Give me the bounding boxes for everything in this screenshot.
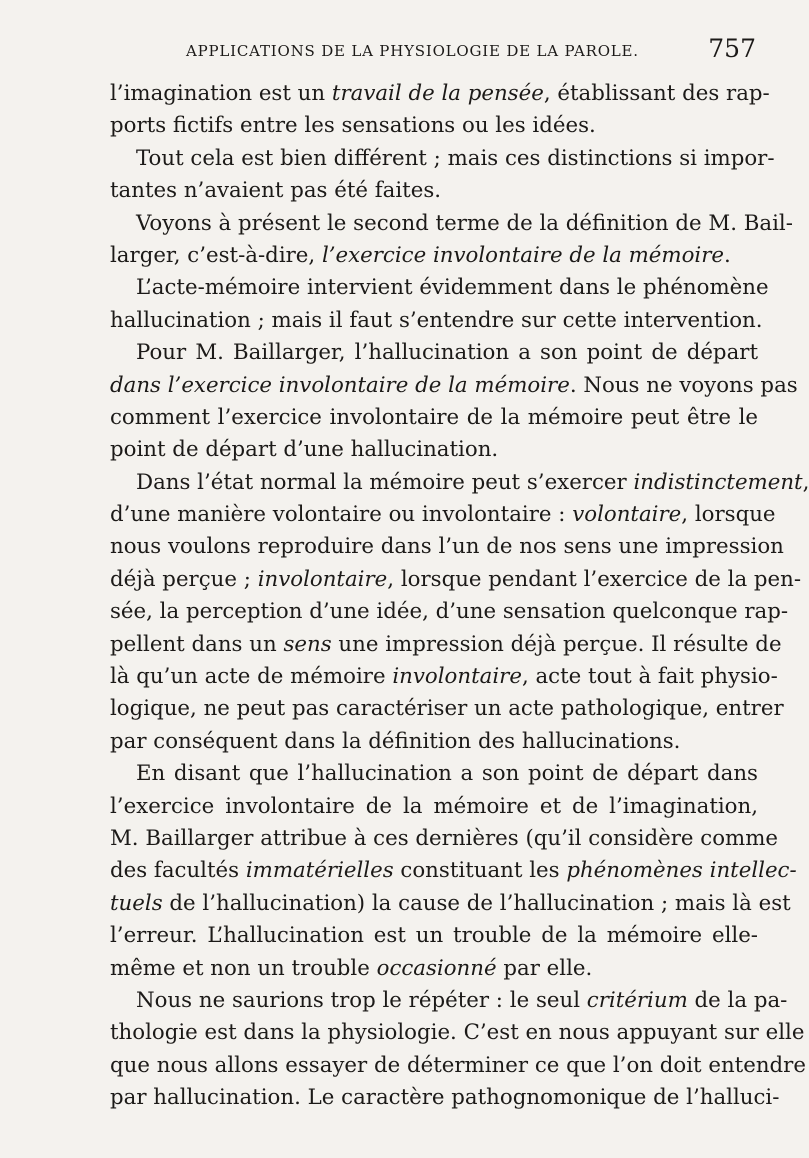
text-line — [110, 1050, 806, 1082]
text-segment: hallucination ; mais il faut s’entendre sur cette intervention. — [110, 307, 763, 333]
text-line — [110, 888, 791, 920]
text-segment: l’erreur. L’hallucination est un trouble de la mémoire elle- — [110, 923, 758, 949]
italic-text: phénomènes intellec- — [566, 858, 797, 884]
text-line — [110, 175, 758, 207]
text-segment: l’imagination est un — [110, 81, 332, 106]
text-segment: , établissant des rap- — [543, 81, 770, 106]
text-segment: que nous allons essayer de déterminer ce que l’on doit entendre — [110, 1052, 806, 1078]
text-segment: des facultés — [110, 858, 246, 884]
italic-text: indistinctement — [633, 469, 803, 495]
text-line — [110, 531, 784, 563]
text-segment: , — [802, 469, 809, 495]
text-line — [110, 629, 782, 661]
text-line — [110, 337, 758, 369]
text-segment: même et non un trouble — [110, 955, 377, 981]
italic-text: volontaire — [572, 502, 682, 528]
text-segment: ports fictifs entre les sensations ou les idées. — [110, 113, 596, 139]
running-head: APPLICATIONS DE LA PHYSIOLOGIE DE LA PAROLE. — [186, 42, 639, 60]
italic-text: occasionné — [376, 955, 497, 981]
text-line — [110, 402, 758, 434]
text-segment: point de départ d’une hallucination. — [110, 437, 499, 463]
text-segment: . Nous ne voyons pas — [569, 372, 798, 398]
text-line — [110, 272, 769, 304]
text-line — [110, 370, 798, 402]
text-segment: logique, ne peut pas caractériser un acte pathologique, entrer — [110, 696, 784, 722]
text-line — [110, 791, 758, 823]
text-segment: , lorsque — [681, 502, 776, 528]
text-segment: une impression déjà perçue. Il résulte de — [331, 631, 782, 657]
text-line — [110, 758, 758, 790]
text-line — [110, 855, 797, 887]
text-line — [110, 564, 802, 596]
text-segment: Nous ne saurions trop le répéter : le seul — [136, 987, 587, 1013]
text-line — [110, 661, 778, 693]
italic-text: sens — [283, 631, 332, 657]
text-segment: thologie est dans la physiologie. C’est en nous appuyant sur elle — [110, 1020, 805, 1046]
text-line — [110, 305, 763, 337]
text-segment: En disant que l’hallucination a son point de départ dans — [136, 761, 758, 787]
text-line — [110, 920, 758, 952]
italic-text: travail de la pensée — [331, 81, 544, 106]
text-segment: larger, c’est-à-dire, — [110, 242, 322, 268]
text-line — [110, 596, 789, 628]
text-segment: par conséquent dans la définition des hallucinations. — [110, 728, 681, 754]
text-line — [110, 78, 770, 110]
text-line — [110, 499, 776, 531]
text-segment: déjà perçue ; — [110, 566, 258, 592]
text-line — [110, 953, 758, 985]
italic-text: tuels — [110, 890, 163, 916]
text-segment: d’une manière volontaire ou involontaire : — [110, 502, 573, 528]
text-segment: nous voulons reproduire dans l’un de nos sens une impression — [110, 534, 784, 560]
italic-text: l’exercice involontaire de la mémoire — [321, 242, 725, 268]
text-segment: M. Baillarger attribue à ces dernières (qu’il considère comme — [110, 825, 779, 851]
body-text — [110, 78, 809, 1115]
text-segment: de la pa- — [687, 987, 788, 1013]
text-segment: Pour M. Baillarger, l’hallucination a son point de départ — [136, 340, 758, 366]
italic-text: dans l’exercice involontaire de la mémoire — [110, 372, 570, 398]
text-segment: là qu’un acte de mémoire — [110, 664, 393, 690]
text-line — [110, 823, 779, 855]
text-segment: tantes n’avaient pas été faites. — [110, 178, 442, 204]
italic-text: involontaire — [392, 664, 522, 690]
italic-text: involontaire — [257, 566, 388, 592]
page-number: 757 — [708, 34, 756, 63]
text-line — [110, 726, 758, 758]
text-line — [110, 1017, 805, 1049]
text-segment: pellent dans un — [110, 631, 284, 657]
text-line — [110, 985, 788, 1017]
text-line — [110, 434, 758, 466]
text-segment: , lorsque pendant l’exercice de la pen- — [387, 566, 802, 592]
text-segment: de l’hallucination) la cause de l’hallucination ; mais là est — [162, 890, 791, 916]
text-line — [110, 693, 784, 725]
text-segment: Voyons à présent le second terme de la définition de M. Bail- — [136, 210, 793, 236]
page-header — [186, 34, 756, 68]
text-segment: l’exercice involontaire de la mémoire et de l’imagination, — [110, 793, 758, 819]
text-segment: par hallucination. Le caractère pathognomonique de l’halluci- — [110, 1085, 780, 1111]
italic-text: critérium — [586, 987, 688, 1013]
text-line — [110, 208, 793, 240]
text-line — [110, 143, 775, 175]
text-segment: comment l’exercice involontaire de la mémoire peut être le — [110, 404, 758, 430]
text-line — [110, 110, 758, 142]
italic-text: immatérielles — [245, 858, 394, 884]
text-segment: L’acte-mémoire intervient évidemment dans le phénomène — [136, 275, 769, 301]
text-segment: . — [724, 242, 731, 268]
text-segment: Tout cela est bien différent ; mais ces distinctions si impor- — [136, 145, 775, 171]
text-line — [110, 467, 809, 499]
text-segment: par elle. — [496, 955, 593, 981]
text-segment: sée, la perception d’une idée, d’une sensation quelconque rap- — [110, 599, 789, 625]
text-line — [110, 1082, 780, 1114]
text-segment: Dans l’état normal la mémoire peut s’exercer — [136, 469, 634, 495]
text-segment: constituant les — [393, 858, 567, 884]
text-segment: , acte tout à fait physio- — [521, 664, 778, 690]
text-line — [110, 240, 758, 272]
